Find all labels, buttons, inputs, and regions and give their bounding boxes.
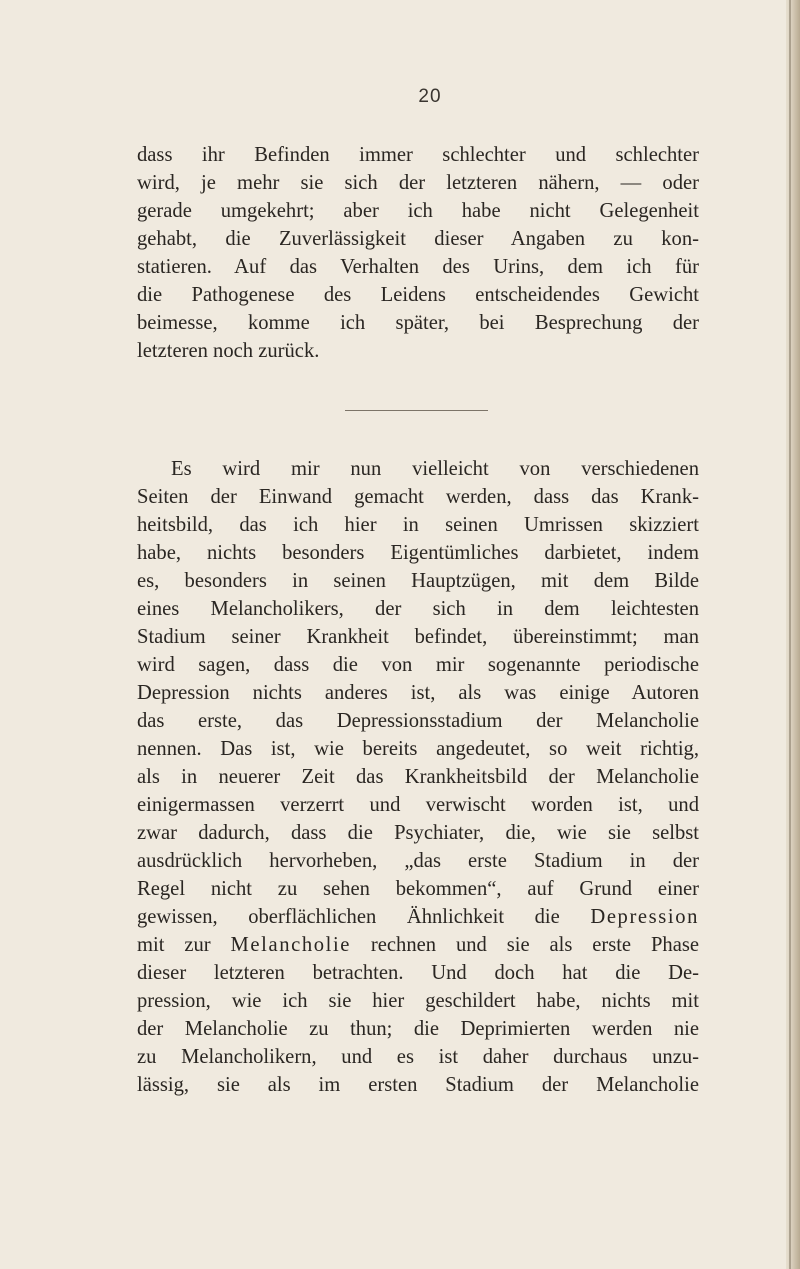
text-line: Es wird mir nun vielleicht von verschiedenen (171, 458, 699, 480)
emphasized-word: Melancholie (230, 934, 352, 956)
text-span: rechnen und sie als erste Phase (351, 934, 699, 956)
page-edge-line (789, 0, 791, 1269)
text-span: mit zur (137, 934, 231, 956)
text-line: Regel nicht zu sehen bekommen“, auf Grund einer (137, 878, 699, 900)
text-line: zwar dadurch, dass die Psychiater, die, wie sie selbst (137, 822, 699, 844)
text-line: als in neuerer Zeit das Krankheitsbild der Melancholie (137, 766, 699, 788)
text-line: dass ihr Befinden immer schlechter und schlechter (137, 144, 699, 166)
text-line: beimesse, komme ich später, bei Besprechung der (137, 312, 699, 334)
text-line: dieser letzteren betrachten. Und doch hat die De- (137, 962, 699, 984)
text-line: lässig, sie als im ersten Stadium der Melancholie (137, 1074, 699, 1096)
text-line: gerade umgekehrt; aber ich habe nicht Gelegenheit (137, 200, 699, 222)
section-divider (345, 410, 488, 411)
text-line: einigermassen verzerrt und verwischt worden ist, und (137, 794, 699, 816)
paragraph-2 (137, 455, 699, 1099)
paragraph-1 (137, 141, 699, 365)
text-line: wird sagen, dass die von mir sogenannte periodische (137, 654, 699, 676)
text-line: Stadium seiner Krankheit befindet, übereinstimmt; man (137, 626, 699, 648)
text-line: habe, nichts besonders Eigentümliches darbietet, indem (137, 542, 699, 564)
page-number: 20 (418, 86, 442, 107)
text-line (137, 903, 699, 931)
text-line: ausdrücklich hervorheben, „das erste Stadium in der (137, 850, 699, 872)
text-line: es, besonders in seinen Hauptzügen, mit dem Bilde (137, 570, 699, 592)
text-line: das erste, das Depressionsstadium der Melancholie (137, 710, 699, 732)
text-line: Depression nichts anderes ist, als was einige Autoren (137, 682, 699, 704)
text-line: der Melancholie zu thun; die Deprimierten werden nie (137, 1018, 699, 1040)
text-line: Seiten der Einwand gemacht werden, dass das Krank- (137, 486, 699, 508)
text-line: pression, wie ich sie hier geschildert habe, nichts mit (137, 990, 699, 1012)
text-span: gewissen, oberflächlichen Ähnlichkeit die (137, 906, 591, 928)
text-line: zu Melancholikern, und es ist daher durchaus unzu- (137, 1046, 699, 1068)
text-line: die Pathogenese des Leidens entscheidendes Gewicht (137, 284, 699, 306)
text-line: statieren. Auf das Verhalten des Urins, dem ich für (137, 256, 699, 278)
emphasized-word: Depression (590, 906, 699, 928)
text-line (137, 931, 699, 959)
text-line: letzteren noch zurück. (137, 340, 320, 362)
text-line: heitsbild, das ich hier in seinen Umrissen skizziert (137, 514, 699, 536)
text-line: nennen. Das ist, wie bereits angedeutet, so weit richtig, (137, 738, 699, 760)
text-line: eines Melancholikers, der sich in dem leichtesten (137, 598, 699, 620)
text-line: wird, je mehr sie sich der letzteren nähern, — oder (137, 172, 699, 194)
text-line: gehabt, die Zuverlässigkeit dieser Angaben zu kon- (137, 228, 699, 250)
